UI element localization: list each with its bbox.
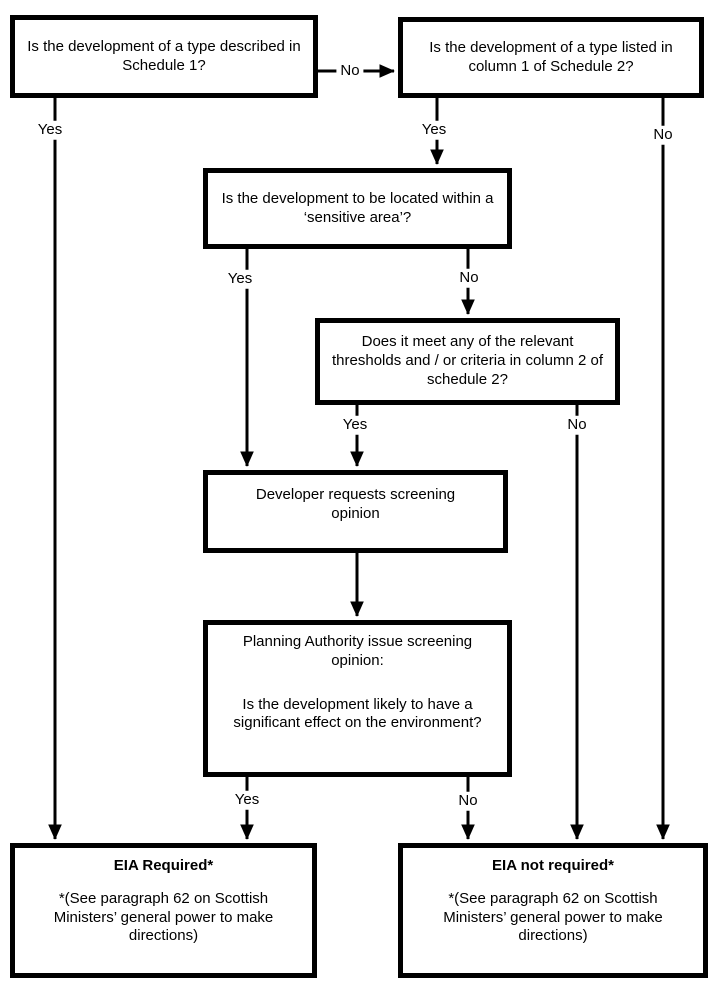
node-developer-request: [203, 470, 508, 553]
node-planning-authority-heading: Planning Authority issue screening opinion:: [242, 633, 473, 669]
edge-sensitive-yes-label: Yes: [224, 270, 256, 289]
edge-authority-no-label: No: [454, 792, 481, 811]
node-eia-not-required-title: EIA not required*: [492, 857, 614, 874]
edge-thresholds-yes-label: Yes: [339, 416, 371, 435]
node-thresholds: [315, 318, 620, 405]
node-eia-required-title: EIA Required*: [113, 857, 214, 874]
node-developer-request-text: Developer requests screening opinion: [255, 485, 456, 522]
node-eia-not-required-note: *(See paragraph 62 on Scottish Ministers’ general power to make directions): [443, 889, 663, 945]
node-schedule1: [10, 15, 318, 98]
node-schedule2: [398, 17, 704, 98]
edge-schedule2-yes-label: Yes: [418, 121, 450, 140]
edge-thresholds-no-label: No: [563, 416, 590, 435]
node-schedule1-text: Is the development of a type described in Schedule 1?: [27, 37, 301, 74]
edge-schedule1-yes-label: Yes: [34, 121, 66, 140]
node-eia-required-note: *(See paragraph 62 on Scottish Ministers’ general power to make directions): [53, 889, 274, 945]
edge-authority-yes-label: Yes: [231, 791, 263, 810]
edge-schedule2-no-label: No: [649, 126, 676, 145]
node-sensitive-area-text: Is the development to be located within a ‘sensitive area’?: [221, 189, 494, 226]
node-eia-not-required: [398, 843, 708, 978]
node-planning-authority-question: Is the development likely to have a significant effect on the environment?: [233, 695, 482, 732]
edge-sensitive-no-label: No: [455, 269, 482, 288]
edge-schedule1-no-label: No: [336, 62, 363, 81]
node-sensitive-area: [203, 168, 512, 249]
node-thresholds-text: Does it meet any of the relevant thresholds and / or criteria in column 2 of schedule 2?: [332, 333, 603, 388]
node-planning-authority: [203, 620, 512, 777]
node-schedule2-text: Is the development of a type listed in column 1 of Schedule 2?: [429, 38, 673, 75]
node-eia-required: [10, 843, 317, 978]
